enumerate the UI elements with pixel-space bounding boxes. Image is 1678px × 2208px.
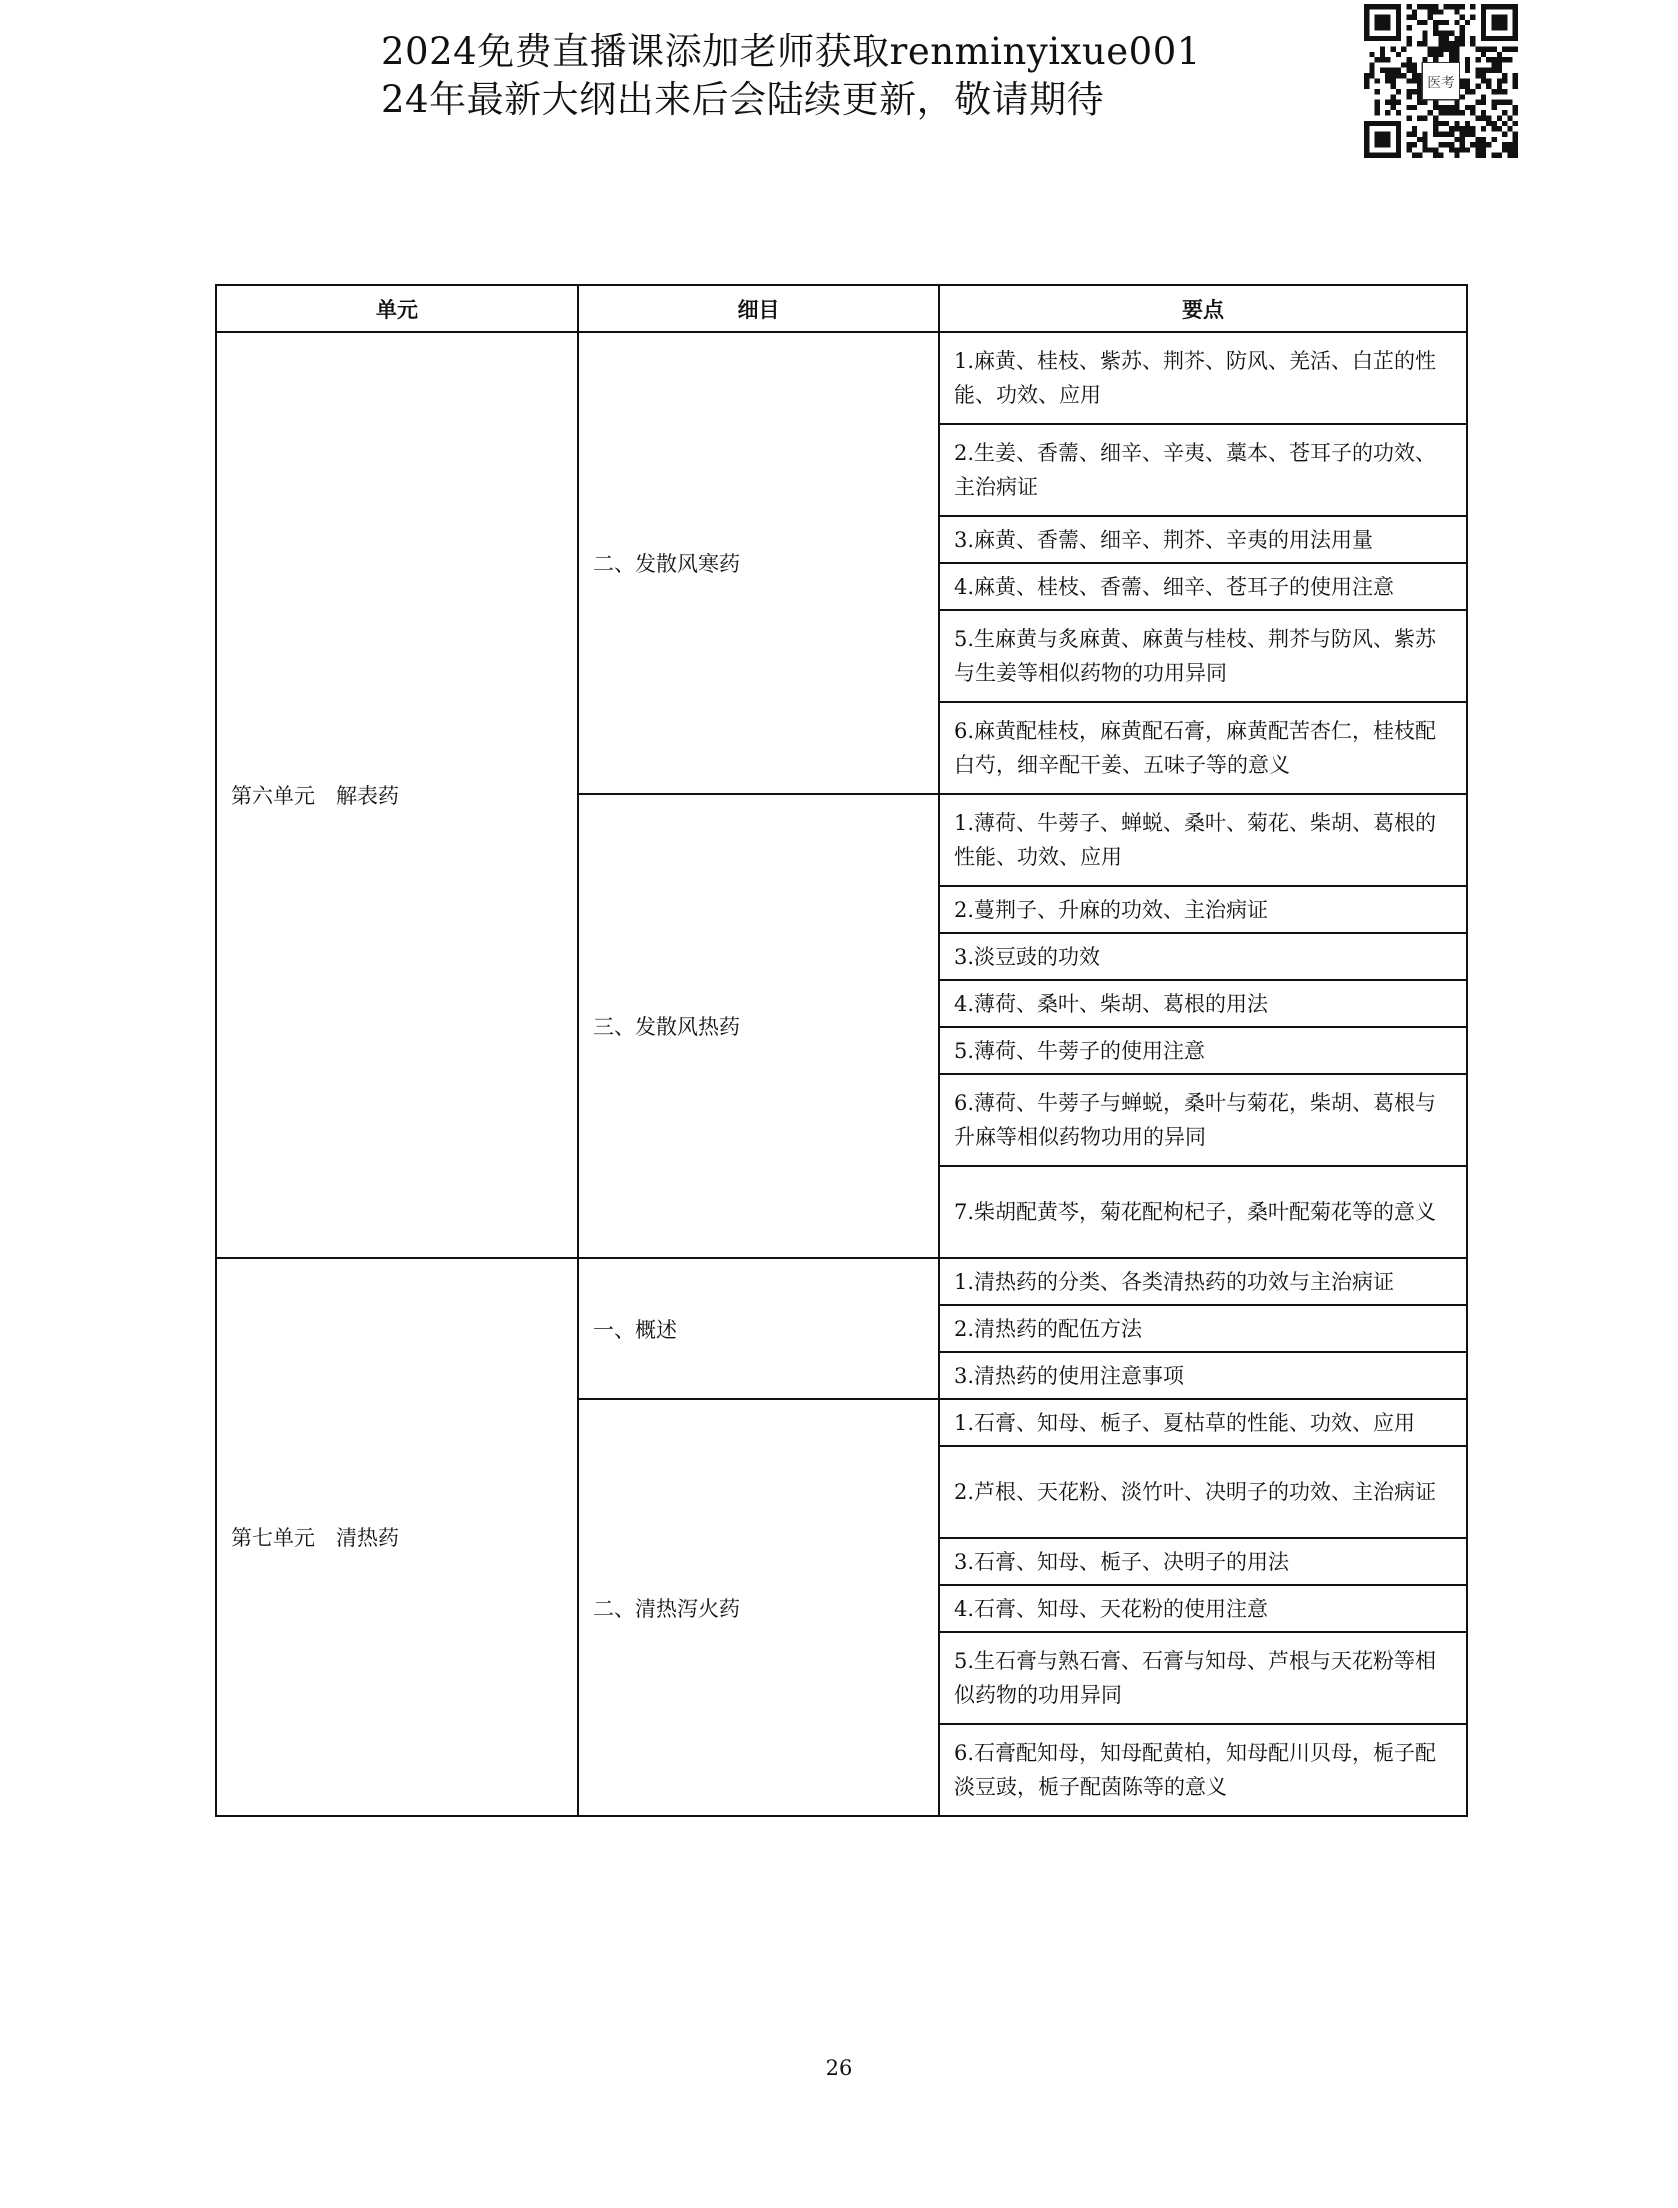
table-header-row: [216, 285, 1467, 332]
column-header-unit: 单元: [216, 285, 578, 332]
point-cell: 7.柴胡配黄芩，菊花配枸杞子，桑叶配菊花等的意义: [939, 1166, 1467, 1258]
point-cell: 6.麻黄配桂枝，麻黄配石膏，麻黄配苦杏仁，桂枝配白芍，细辛配干姜、五味子等的意义: [939, 702, 1467, 794]
point-cell: 2.清热药的配伍方法: [939, 1305, 1467, 1352]
point-cell: 6.石膏配知母，知母配黄柏，知母配川贝母，栀子配淡豆豉，栀子配茵陈等的意义: [939, 1724, 1467, 1816]
point-cell: 4.麻黄、桂枝、香薷、细辛、苍耳子的使用注意: [939, 563, 1467, 610]
point-cell: 5.薄荷、牛蒡子的使用注意: [939, 1027, 1467, 1074]
point-cell: 1.麻黄、桂枝、紫苏、荆芥、防风、羌活、白芷的性能、功效、应用: [939, 332, 1467, 424]
point-cell: 2.生姜、香薷、细辛、辛夷、藁本、苍耳子的功效、主治病证: [939, 424, 1467, 516]
qr-code-icon: [1364, 4, 1518, 158]
unit-cell: 第七单元 清热药: [216, 1258, 578, 1816]
point-cell: 1.清热药的分类、各类清热药的功效与主治病证: [939, 1258, 1467, 1305]
point-cell: 2.蔓荆子、升麻的功效、主治病证: [939, 886, 1467, 933]
column-header-points: 要点: [939, 285, 1467, 332]
qr-logo-text: 医考: [1427, 74, 1455, 91]
page-number: 26: [825, 2056, 853, 2080]
point-cell: 6.薄荷、牛蒡子与蝉蜕，桑叶与菊花，柴胡、葛根与升麻等相似药物功用的异同: [939, 1074, 1467, 1166]
item-cell: 二、发散风寒药: [578, 332, 939, 794]
point-cell: 3.淡豆豉的功效: [939, 933, 1467, 980]
point-cell: 5.生石膏与熟石膏、石膏与知母、芦根与天花粉等相似药物的功用异同: [939, 1632, 1467, 1724]
point-cell: 3.石膏、知母、栀子、决明子的用法: [939, 1538, 1467, 1585]
item-cell: 二、清热泻火药: [578, 1399, 939, 1816]
table-row: [216, 332, 1467, 424]
point-cell: 3.清热药的使用注意事项: [939, 1352, 1467, 1399]
column-header-item: 细目: [578, 285, 939, 332]
promo-header-line-1: 2024免费直播课添加老师获取renminyixue001: [381, 30, 1201, 73]
point-cell: 1.薄荷、牛蒡子、蝉蜕、桑叶、菊花、柴胡、葛根的性能、功效、应用: [939, 794, 1467, 886]
item-cell: 一、概述: [578, 1258, 939, 1399]
point-cell: 5.生麻黄与炙麻黄、麻黄与桂枝、荆芥与防风、紫苏与生姜等相似药物的功用异同: [939, 610, 1467, 702]
point-cell: 1.石膏、知母、栀子、夏枯草的性能、功效、应用: [939, 1399, 1467, 1446]
table-row: [216, 1258, 1467, 1305]
point-cell: 4.薄荷、桑叶、柴胡、葛根的用法: [939, 980, 1467, 1027]
syllabus-table: [215, 284, 1468, 1817]
promo-header-line-2: 24年最新大纲出来后会陆续更新，敬请期待: [381, 78, 1105, 121]
point-cell: 2.芦根、天花粉、淡竹叶、决明子的功效、主治病证: [939, 1446, 1467, 1538]
point-cell: 4.石膏、知母、天花粉的使用注意: [939, 1585, 1467, 1632]
item-cell: 三、发散风热药: [578, 794, 939, 1258]
unit-cell: 第六单元 解表药: [216, 332, 578, 1258]
point-cell: 3.麻黄、香薷、细辛、荆芥、辛夷的用法用量: [939, 516, 1467, 563]
